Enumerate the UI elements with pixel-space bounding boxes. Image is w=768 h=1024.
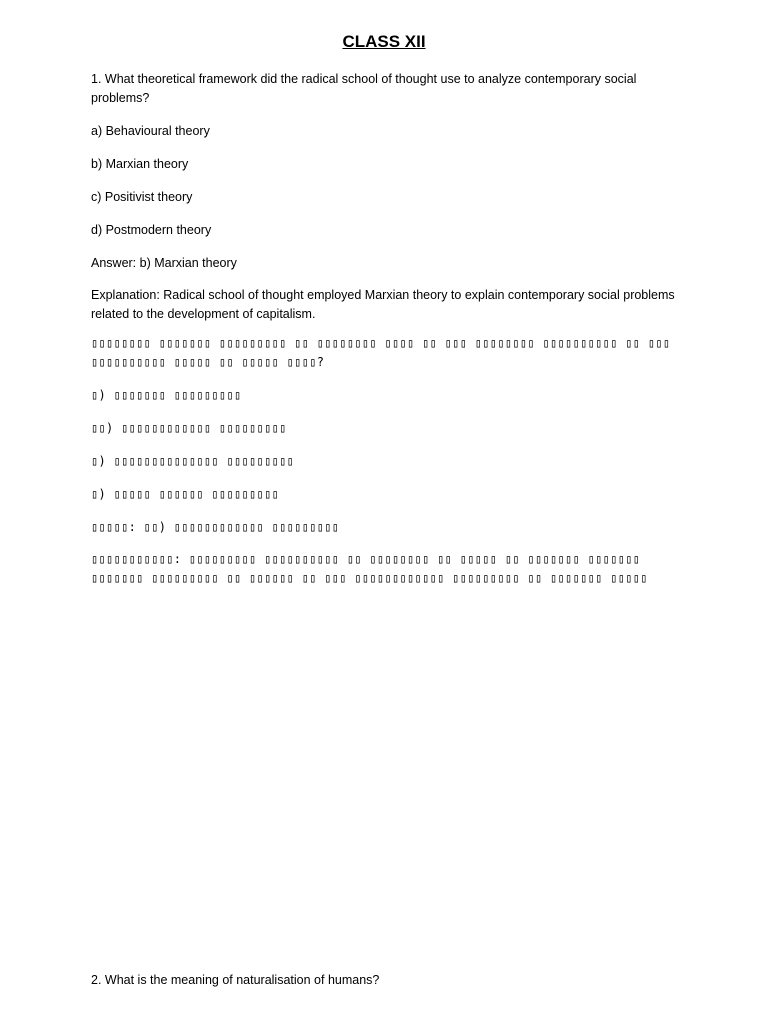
explanation-1: Explanation: Radical school of thought employed Marxian theory to explain contemporary social problems related to the development of capitalism.: [91, 288, 675, 321]
hindi-option-d: ▯) ▯▯▯▯▯ ▯▯▯▯▯▯ ▯▯▯▯▯▯▯▯▯: [91, 487, 280, 501]
option-c: c) Positivist theory: [91, 190, 193, 204]
question-1-text: 1. What theoretical framework did the radical school of thought use to analyze contemporary social problems?: [91, 72, 637, 105]
hindi-option-a: ▯) ▯▯▯▯▯▯▯ ▯▯▯▯▯▯▯▯▯: [91, 388, 242, 402]
question-1-hindi-text: ▯▯▯▯▯▯▯▯ ▯▯▯▯▯▯▯ ▯▯▯▯▯▯▯▯▯ ▯▯ ▯▯▯▯▯▯▯▯ ▯▯▯▯ ▯▯ ▯▯▯ ▯▯▯▯▯▯▯▯ ▯▯▯▯▯▯▯▯▯▯ ▯▯ ▯▯▯ ▯▯▯▯▯▯▯▯▯▯ ▯▯▯▯▯ ▯▯ ▯▯▯▯▯ ▯▯▯▯?: [91, 336, 671, 369]
option-d: d) Postmodern theory: [91, 223, 212, 237]
question-1-hindi-block: [91, 334, 681, 588]
answer-1: Answer: b) Marxian theory: [91, 256, 237, 270]
page-title: CLASS XII: [342, 32, 426, 51]
question-1-block: [91, 70, 681, 588]
question-2-text: 2. What is the meaning of naturalisation of humans?: [91, 973, 380, 987]
hindi-option-b: ▯▯) ▯▯▯▯▯▯▯▯▯▯▯▯ ▯▯▯▯▯▯▯▯▯: [91, 421, 287, 435]
hindi-option-c: ▯) ▯▯▯▯▯▯▯▯▯▯▯▯▯▯ ▯▯▯▯▯▯▯▯▯: [91, 454, 295, 468]
hindi-explanation-1: ▯▯▯▯▯▯▯▯▯▯▯: ▯▯▯▯▯▯▯▯▯ ▯▯▯▯▯▯▯▯▯▯ ▯▯ ▯▯▯▯▯▯▯▯ ▯▯ ▯▯▯▯▯ ▯▯ ▯▯▯▯▯▯▯ ▯▯▯▯▯▯▯ ▯▯▯▯▯▯▯ ▯▯▯▯▯▯▯▯▯ ▯▯ ▯▯▯▯▯▯ ▯▯ ▯▯▯ ▯▯▯▯▯▯▯▯▯▯▯▯ ▯▯▯▯▯▯▯▯▯ ▯▯ ▯▯▯▯▯▯▯ ▯▯▯▯▯: [91, 552, 648, 585]
option-b: b) Marxian theory: [91, 157, 189, 171]
hindi-answer-1: ▯▯▯▯▯: ▯▯) ▯▯▯▯▯▯▯▯▯▯▯▯ ▯▯▯▯▯▯▯▯▯: [91, 520, 340, 534]
option-a: a) Behavioural theory: [91, 124, 210, 138]
